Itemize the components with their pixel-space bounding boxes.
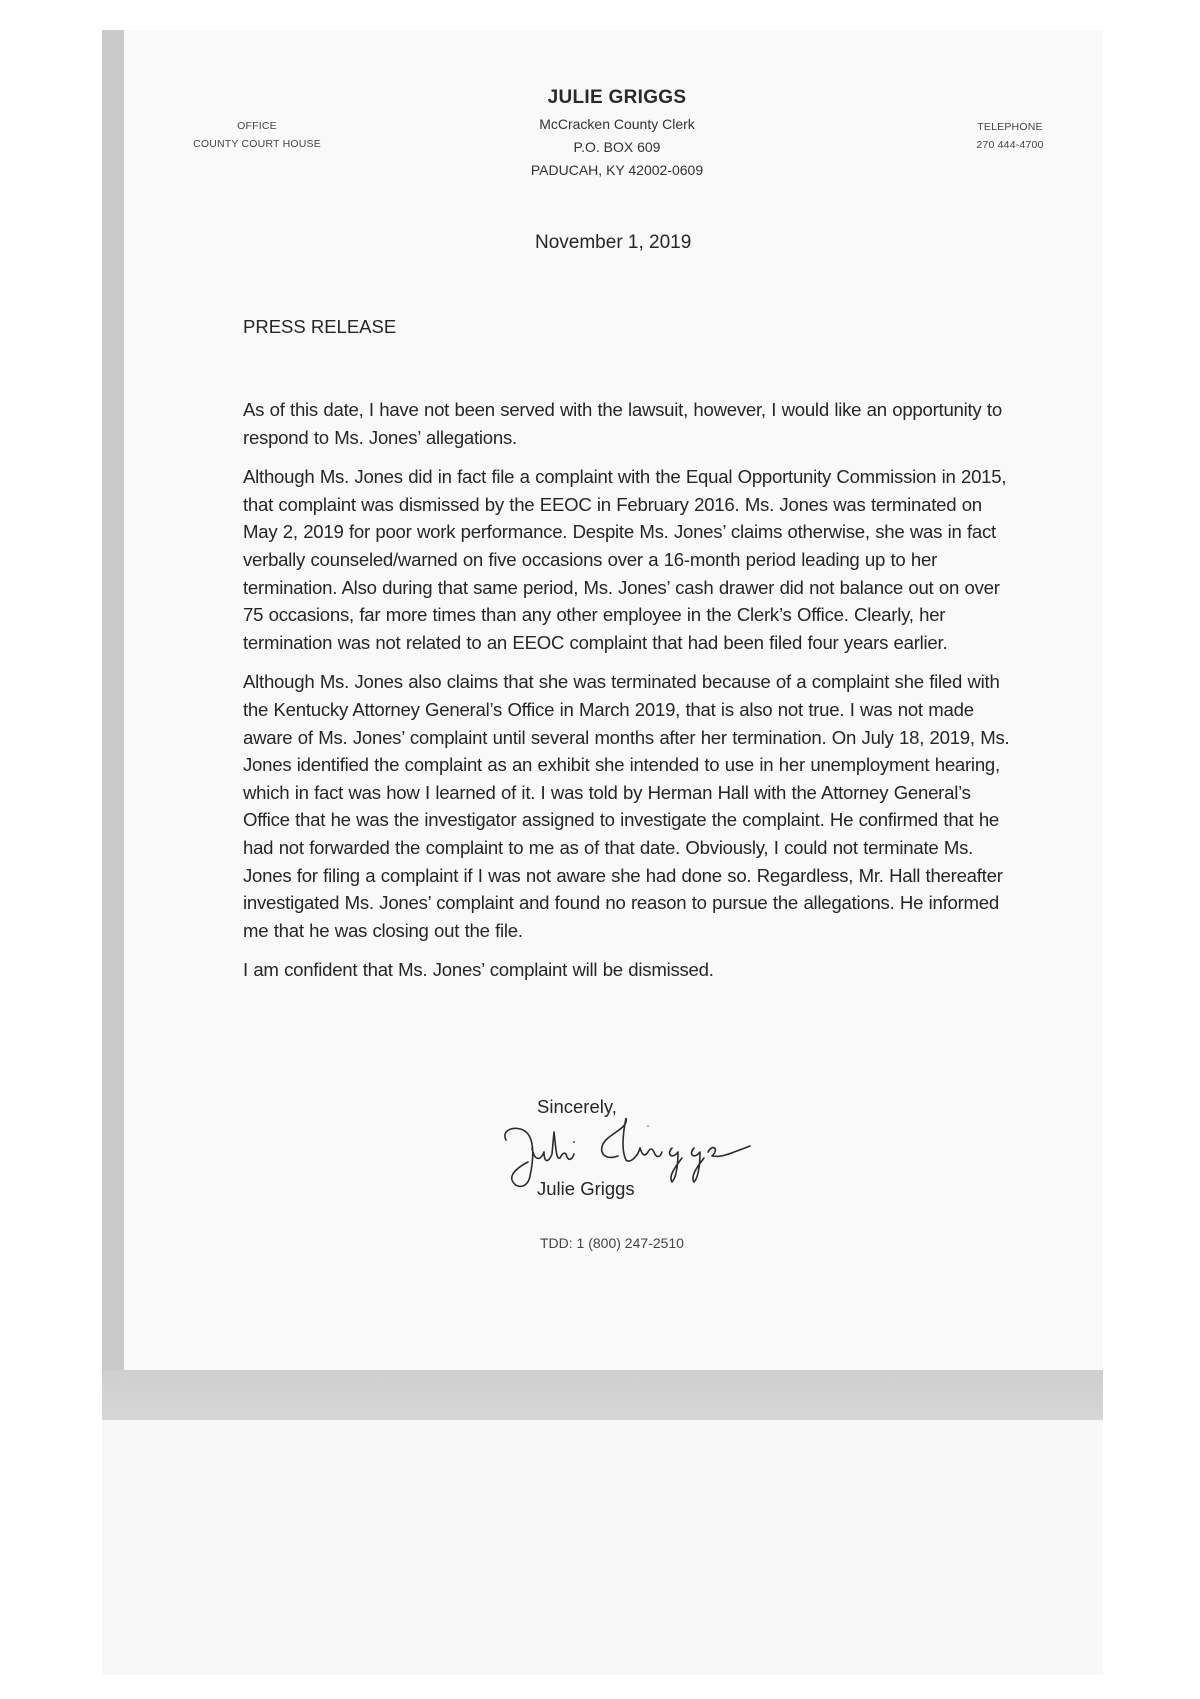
letterhead-city: PADUCAH, KY 42002-0609 [530,162,704,178]
paragraph-1: As of this date, I have not been served with the lawsuit, however, I would like an opportunity to respond to Ms. Jones’ allegations. [243,399,1002,448]
blank-lower-sheet [102,1420,1103,1675]
scan-shadow-left [102,30,124,1370]
letterhead-title: McCracken County Clerk [539,116,695,132]
signer-name: Julie Griggs [537,1178,635,1199]
letterhead-office-label: OFFICE [237,120,277,132]
paragraph-2: Although Ms. Jones did in fact file a complaint with the Equal Opportunity Commission in 2015, that complaint was dismissed by the EEOC in February 2016. Ms. Jones was terminated on May 2, 2019 for poor work performance. Despite Ms. Jones’ claims otherwise, she was in fact verbally counseled/warned on five occasions over a 16-month period leading up to her termination. Also during that same period, Ms. Jones’ cash drawer did not balance out on over 75 occasions, far more times than any other employee in the Clerk’s Office. Clearly, her termination was not related to an EEOC complaint that had been filed four years earlier. [243,466,1007,653]
letterhead-name: JULIE GRIGGS [547,87,687,108]
letterhead-telephone-number: 270 444-4700 [976,139,1044,151]
press-release-heading: PRESS RELEASE [243,316,397,337]
paragraph-4: I am confident that Ms. Jones’ complaint will be dismissed. [243,959,714,981]
scan-shadow-bottom [102,1370,1103,1420]
letter-body [243,396,1013,996]
letterhead-office-address: COUNTY COURT HOUSE [193,138,321,150]
tdd-number: TDD: 1 (800) 247-2510 [540,1235,684,1251]
letterhead-po-box: P.O. BOX 609 [573,139,661,155]
paragraph-3: Although Ms. Jones also claims that she was terminated because of a complaint she filed with the Kentucky Attorney General’s Office in March 2019, that is also not true. I was not made aware of Ms. Jones’ complaint until several months after her termination. On July 18, 2019, Ms. Jones identified the complaint as an exhibit she intended to use in her unemployment hearing, which in fact was how I learned of it. I was told by Herman Hall with the Attorney General’s Office that he was the investigator assigned to investigate the complaint. He confirmed that he had not forwarded the complaint to me as of that date. Obviously, I could not terminate Ms. Jones for filing a complaint if I was not aware she had done so. Regardless, Mr. Hall thereafter investigated Ms. Jones’ complaint and found no reason to pursue the allegations. He informed me that he was closing out the file. [243,671,1010,941]
closing-salutation: Sincerely, [537,1096,617,1117]
letterhead-telephone-label: TELEPHONE [977,121,1043,133]
letter-date: November 1, 2019 [535,232,692,253]
